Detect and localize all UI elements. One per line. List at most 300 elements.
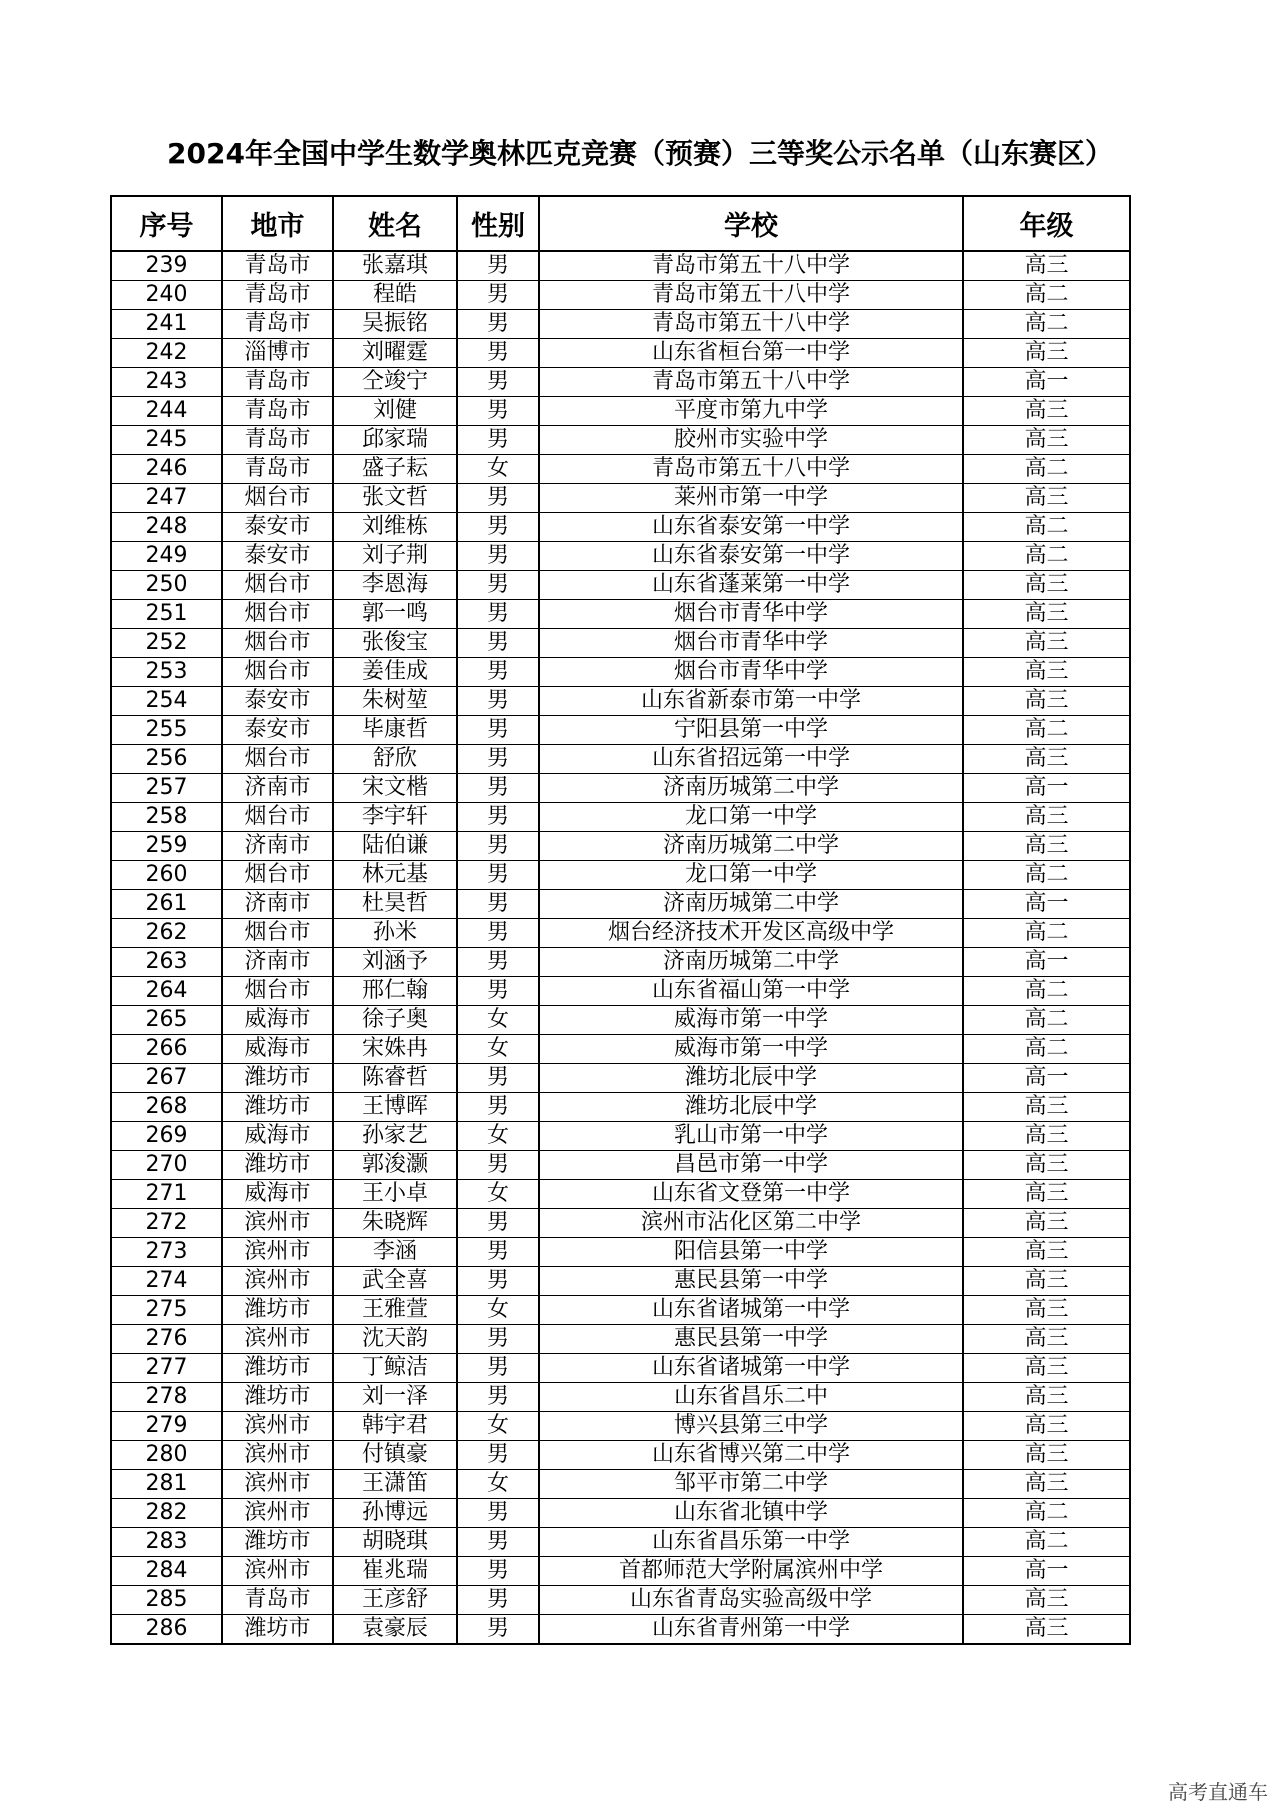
- cell-city: 烟台市: [222, 861, 333, 890]
- cell-gender: 男: [457, 1064, 539, 1093]
- cell-name: 刘健: [333, 397, 457, 426]
- cell-city: 滨州市: [222, 1325, 333, 1354]
- cell-city: 青岛市: [222, 368, 333, 397]
- cell-city: 淄博市: [222, 339, 333, 368]
- cell-serial-number: 259: [111, 832, 222, 861]
- table-row: [111, 629, 1130, 658]
- cell-serial-number: 276: [111, 1325, 222, 1354]
- cell-school: 首都师范大学附属滨州中学: [539, 1557, 963, 1586]
- cell-name: 张俊宝: [333, 629, 457, 658]
- cell-grade: 高二: [963, 455, 1130, 484]
- cell-school: 龙口第一中学: [539, 861, 963, 890]
- cell-school: 山东省桓台第一中学: [539, 339, 963, 368]
- cell-name: 朱晓辉: [333, 1209, 457, 1238]
- cell-city: 青岛市: [222, 251, 333, 281]
- table-header-row: [111, 196, 1130, 251]
- cell-gender: 男: [457, 1267, 539, 1296]
- cell-school: 山东省福山第一中学: [539, 977, 963, 1006]
- cell-city: 青岛市: [222, 397, 333, 426]
- cell-grade: 高三: [963, 687, 1130, 716]
- table-row: [111, 281, 1130, 310]
- cell-serial-number: 244: [111, 397, 222, 426]
- cell-grade: 高二: [963, 542, 1130, 571]
- cell-grade: 高三: [963, 1383, 1130, 1412]
- column-header-name: 姓名: [333, 196, 457, 251]
- table-row: [111, 1586, 1130, 1615]
- cell-grade: 高三: [963, 484, 1130, 513]
- cell-gender: 女: [457, 1122, 539, 1151]
- cell-city: 威海市: [222, 1006, 333, 1035]
- cell-name: 刘曜霆: [333, 339, 457, 368]
- cell-serial-number: 280: [111, 1441, 222, 1470]
- cell-gender: 男: [457, 513, 539, 542]
- cell-gender: 男: [457, 1383, 539, 1412]
- cell-name: 宋姝冉: [333, 1035, 457, 1064]
- cell-gender: 男: [457, 1209, 539, 1238]
- cell-school: 青岛市第五十八中学: [539, 310, 963, 339]
- table-row: [111, 1325, 1130, 1354]
- cell-city: 济南市: [222, 774, 333, 803]
- cell-city: 滨州市: [222, 1412, 333, 1441]
- cell-serial-number: 264: [111, 977, 222, 1006]
- cell-name: 刘一泽: [333, 1383, 457, 1412]
- cell-city: 滨州市: [222, 1267, 333, 1296]
- table-row: [111, 919, 1130, 948]
- column-header-gender: 性别: [457, 196, 539, 251]
- cell-school: 威海市第一中学: [539, 1006, 963, 1035]
- cell-school: 山东省新泰市第一中学: [539, 687, 963, 716]
- cell-gender: 男: [457, 571, 539, 600]
- cell-gender: 男: [457, 339, 539, 368]
- cell-city: 青岛市: [222, 455, 333, 484]
- cell-city: 滨州市: [222, 1209, 333, 1238]
- cell-serial-number: 254: [111, 687, 222, 716]
- table-row: [111, 832, 1130, 861]
- cell-serial-number: 247: [111, 484, 222, 513]
- cell-name: 袁豪辰: [333, 1615, 457, 1645]
- table-row: [111, 1615, 1130, 1645]
- cell-name: 邱家瑞: [333, 426, 457, 455]
- cell-name: 宋文楷: [333, 774, 457, 803]
- cell-gender: 男: [457, 890, 539, 919]
- cell-name: 刘涵予: [333, 948, 457, 977]
- table-row: [111, 1383, 1130, 1412]
- cell-serial-number: 273: [111, 1238, 222, 1267]
- cell-school: 青岛市第五十八中学: [539, 281, 963, 310]
- cell-name: 张文哲: [333, 484, 457, 513]
- cell-gender: 男: [457, 600, 539, 629]
- cell-name: 张嘉琪: [333, 251, 457, 281]
- cell-name: 邢仁翰: [333, 977, 457, 1006]
- cell-city: 泰安市: [222, 687, 333, 716]
- cell-name: 徐子奥: [333, 1006, 457, 1035]
- cell-school: 烟台市青华中学: [539, 629, 963, 658]
- cell-school: 济南历城第二中学: [539, 832, 963, 861]
- cell-grade: 高三: [963, 1267, 1130, 1296]
- cell-gender: 男: [457, 310, 539, 339]
- cell-school: 滨州市沾化区第二中学: [539, 1209, 963, 1238]
- cell-school: 青岛市第五十八中学: [539, 368, 963, 397]
- cell-school: 邹平市第二中学: [539, 1470, 963, 1499]
- cell-city: 滨州市: [222, 1499, 333, 1528]
- cell-city: 泰安市: [222, 542, 333, 571]
- cell-grade: 高一: [963, 948, 1130, 977]
- cell-grade: 高三: [963, 1180, 1130, 1209]
- cell-grade: 高二: [963, 861, 1130, 890]
- cell-gender: 男: [457, 1586, 539, 1615]
- cell-city: 潍坊市: [222, 1615, 333, 1645]
- cell-school: 阳信县第一中学: [539, 1238, 963, 1267]
- table-row: [111, 890, 1130, 919]
- cell-school: 青岛市第五十八中学: [539, 251, 963, 281]
- cell-city: 烟台市: [222, 803, 333, 832]
- cell-school: 宁阳县第一中学: [539, 716, 963, 745]
- cell-grade: 高二: [963, 1528, 1130, 1557]
- cell-serial-number: 271: [111, 1180, 222, 1209]
- cell-grade: 高三: [963, 832, 1130, 861]
- cell-gender: 男: [457, 1238, 539, 1267]
- cell-school: 博兴县第三中学: [539, 1412, 963, 1441]
- cell-name: 舒欣: [333, 745, 457, 774]
- cell-gender: 男: [457, 1441, 539, 1470]
- cell-city: 滨州市: [222, 1238, 333, 1267]
- cell-name: 沈天韵: [333, 1325, 457, 1354]
- cell-serial-number: 249: [111, 542, 222, 571]
- cell-serial-number: 251: [111, 600, 222, 629]
- cell-grade: 高三: [963, 1296, 1130, 1325]
- cell-grade: 高二: [963, 281, 1130, 310]
- cell-city: 潍坊市: [222, 1093, 333, 1122]
- cell-serial-number: 266: [111, 1035, 222, 1064]
- cell-grade: 高三: [963, 1615, 1130, 1645]
- cell-name: 孙米: [333, 919, 457, 948]
- cell-name: 崔兆瑞: [333, 1557, 457, 1586]
- cell-grade: 高一: [963, 368, 1130, 397]
- cell-grade: 高三: [963, 426, 1130, 455]
- cell-school: 山东省博兴第二中学: [539, 1441, 963, 1470]
- cell-grade: 高三: [963, 1470, 1130, 1499]
- cell-city: 青岛市: [222, 281, 333, 310]
- column-header-grade: 年级: [963, 196, 1130, 251]
- cell-serial-number: 275: [111, 1296, 222, 1325]
- cell-serial-number: 281: [111, 1470, 222, 1499]
- cell-grade: 高二: [963, 1035, 1130, 1064]
- cell-grade: 高三: [963, 658, 1130, 687]
- table-row: [111, 397, 1130, 426]
- cell-city: 潍坊市: [222, 1296, 333, 1325]
- table-row: [111, 1296, 1130, 1325]
- cell-serial-number: 284: [111, 1557, 222, 1586]
- table-row: [111, 1499, 1130, 1528]
- table-row: [111, 687, 1130, 716]
- cell-city: 潍坊市: [222, 1528, 333, 1557]
- cell-school: 龙口第一中学: [539, 803, 963, 832]
- cell-gender: 男: [457, 803, 539, 832]
- cell-serial-number: 262: [111, 919, 222, 948]
- cell-school: 山东省泰安第一中学: [539, 542, 963, 571]
- cell-grade: 高三: [963, 629, 1130, 658]
- cell-school: 乳山市第一中学: [539, 1122, 963, 1151]
- table-row: [111, 339, 1130, 368]
- table-row: [111, 1528, 1130, 1557]
- table-row: [111, 1209, 1130, 1238]
- table-row: [111, 1064, 1130, 1093]
- cell-gender: 男: [457, 1325, 539, 1354]
- cell-grade: 高三: [963, 1354, 1130, 1383]
- cell-gender: 女: [457, 1470, 539, 1499]
- table-row: [111, 745, 1130, 774]
- cell-gender: 男: [457, 1528, 539, 1557]
- table-row: [111, 251, 1130, 281]
- cell-serial-number: 240: [111, 281, 222, 310]
- cell-serial-number: 255: [111, 716, 222, 745]
- cell-serial-number: 253: [111, 658, 222, 687]
- cell-grade: 高一: [963, 890, 1130, 919]
- cell-city: 威海市: [222, 1122, 333, 1151]
- cell-gender: 男: [457, 948, 539, 977]
- cell-school: 山东省诸城第一中学: [539, 1354, 963, 1383]
- cell-city: 烟台市: [222, 658, 333, 687]
- cell-gender: 男: [457, 861, 539, 890]
- table-row: [111, 455, 1130, 484]
- cell-serial-number: 252: [111, 629, 222, 658]
- cell-school: 济南历城第二中学: [539, 774, 963, 803]
- cell-city: 滨州市: [222, 1441, 333, 1470]
- cell-city: 威海市: [222, 1035, 333, 1064]
- table-row: [111, 1180, 1130, 1209]
- cell-grade: 高二: [963, 919, 1130, 948]
- cell-serial-number: 283: [111, 1528, 222, 1557]
- cell-gender: 男: [457, 1615, 539, 1645]
- cell-school: 济南历城第二中学: [539, 890, 963, 919]
- cell-serial-number: 245: [111, 426, 222, 455]
- cell-grade: 高三: [963, 600, 1130, 629]
- table-row: [111, 977, 1130, 1006]
- cell-school: 威海市第一中学: [539, 1035, 963, 1064]
- cell-city: 威海市: [222, 1180, 333, 1209]
- cell-name: 刘子荆: [333, 542, 457, 571]
- cell-school: 莱州市第一中学: [539, 484, 963, 513]
- cell-grade: 高二: [963, 513, 1130, 542]
- cell-city: 烟台市: [222, 745, 333, 774]
- cell-city: 青岛市: [222, 310, 333, 339]
- cell-gender: 男: [457, 542, 539, 571]
- cell-grade: 高三: [963, 1238, 1130, 1267]
- cell-gender: 女: [457, 455, 539, 484]
- cell-serial-number: 248: [111, 513, 222, 542]
- cell-gender: 男: [457, 1354, 539, 1383]
- cell-name: 李恩海: [333, 571, 457, 600]
- cell-gender: 男: [457, 977, 539, 1006]
- column-header-school: 学校: [539, 196, 963, 251]
- cell-school: 山东省昌乐第一中学: [539, 1528, 963, 1557]
- table-row: [111, 861, 1130, 890]
- cell-city: 烟台市: [222, 977, 333, 1006]
- table-row: [111, 1557, 1130, 1586]
- cell-name: 朱树堃: [333, 687, 457, 716]
- cell-name: 吴振铭: [333, 310, 457, 339]
- cell-grade: 高三: [963, 1586, 1130, 1615]
- cell-serial-number: 260: [111, 861, 222, 890]
- cell-serial-number: 268: [111, 1093, 222, 1122]
- cell-city: 烟台市: [222, 919, 333, 948]
- cell-gender: 男: [457, 1499, 539, 1528]
- table-row: [111, 484, 1130, 513]
- cell-gender: 男: [457, 368, 539, 397]
- cell-gender: 男: [457, 716, 539, 745]
- cell-gender: 女: [457, 1006, 539, 1035]
- table-row: [111, 571, 1130, 600]
- table-row: [111, 658, 1130, 687]
- cell-name: 毕康哲: [333, 716, 457, 745]
- cell-grade: 高三: [963, 803, 1130, 832]
- cell-gender: 男: [457, 745, 539, 774]
- cell-gender: 男: [457, 426, 539, 455]
- cell-name: 林元基: [333, 861, 457, 890]
- cell-name: 陆伯谦: [333, 832, 457, 861]
- cell-serial-number: 250: [111, 571, 222, 600]
- cell-name: 郭浚灏: [333, 1151, 457, 1180]
- cell-serial-number: 246: [111, 455, 222, 484]
- table-row: [111, 948, 1130, 977]
- cell-city: 泰安市: [222, 716, 333, 745]
- cell-school: 昌邑市第一中学: [539, 1151, 963, 1180]
- cell-school: 烟台经济技术开发区高级中学: [539, 919, 963, 948]
- document-title: 2024年全国中学生数学奥林匹克竞赛（预赛）三等奖公示名单（山东赛区）: [167, 137, 1113, 170]
- cell-name: 程皓: [333, 281, 457, 310]
- table-row: [111, 803, 1130, 832]
- cell-serial-number: 242: [111, 339, 222, 368]
- cell-grade: 高三: [963, 1093, 1130, 1122]
- cell-name: 仝竣宁: [333, 368, 457, 397]
- cell-grade: 高三: [963, 1441, 1130, 1470]
- cell-serial-number: 272: [111, 1209, 222, 1238]
- cell-name: 王小卓: [333, 1180, 457, 1209]
- cell-name: 武全喜: [333, 1267, 457, 1296]
- cell-gender: 男: [457, 919, 539, 948]
- cell-city: 济南市: [222, 890, 333, 919]
- cell-name: 姜佳成: [333, 658, 457, 687]
- cell-school: 胶州市实验中学: [539, 426, 963, 455]
- cell-gender: 男: [457, 484, 539, 513]
- cell-grade: 高二: [963, 310, 1130, 339]
- cell-serial-number: 241: [111, 310, 222, 339]
- cell-gender: 男: [457, 774, 539, 803]
- cell-serial-number: 285: [111, 1586, 222, 1615]
- cell-name: 陈睿哲: [333, 1064, 457, 1093]
- cell-school: 山东省招远第一中学: [539, 745, 963, 774]
- cell-school: 惠民县第一中学: [539, 1325, 963, 1354]
- cell-name: 李宇轩: [333, 803, 457, 832]
- cell-school: 山东省泰安第一中学: [539, 513, 963, 542]
- cell-city: 烟台市: [222, 484, 333, 513]
- table-row: [111, 1354, 1130, 1383]
- cell-serial-number: 269: [111, 1122, 222, 1151]
- cell-grade: 高二: [963, 977, 1130, 1006]
- cell-grade: 高三: [963, 1209, 1130, 1238]
- cell-city: 滨州市: [222, 1470, 333, 1499]
- cell-grade: 高三: [963, 745, 1130, 774]
- cell-name: 胡晓琪: [333, 1528, 457, 1557]
- cell-serial-number: 274: [111, 1267, 222, 1296]
- table-row: [111, 716, 1130, 745]
- cell-school: 烟台市青华中学: [539, 600, 963, 629]
- cell-serial-number: 286: [111, 1615, 222, 1645]
- cell-grade: 高二: [963, 1499, 1130, 1528]
- column-header-city: 地市: [222, 196, 333, 251]
- cell-serial-number: 257: [111, 774, 222, 803]
- cell-city: 济南市: [222, 832, 333, 861]
- table-row: [111, 1035, 1130, 1064]
- table-row: [111, 513, 1130, 542]
- cell-school: 山东省青州第一中学: [539, 1615, 963, 1645]
- award-roster-table: [110, 195, 1131, 1645]
- cell-city: 青岛市: [222, 1586, 333, 1615]
- table-row: [111, 1412, 1130, 1441]
- table-row: [111, 774, 1130, 803]
- cell-serial-number: 270: [111, 1151, 222, 1180]
- cell-school: 惠民县第一中学: [539, 1267, 963, 1296]
- cell-city: 烟台市: [222, 571, 333, 600]
- table-row: [111, 542, 1130, 571]
- cell-school: 山东省青岛实验高级中学: [539, 1586, 963, 1615]
- cell-grade: 高三: [963, 1122, 1130, 1151]
- cell-gender: 男: [457, 1557, 539, 1586]
- cell-grade: 高二: [963, 716, 1130, 745]
- cell-name: 王博晖: [333, 1093, 457, 1122]
- cell-serial-number: 277: [111, 1354, 222, 1383]
- table-row: [111, 1093, 1130, 1122]
- cell-name: 孙博远: [333, 1499, 457, 1528]
- cell-city: 济南市: [222, 948, 333, 977]
- cell-name: 李涵: [333, 1238, 457, 1267]
- cell-name: 韩宇君: [333, 1412, 457, 1441]
- cell-school: 潍坊北辰中学: [539, 1064, 963, 1093]
- cell-name: 王彦舒: [333, 1586, 457, 1615]
- cell-grade: 高一: [963, 1557, 1130, 1586]
- table-row: [111, 1151, 1130, 1180]
- cell-serial-number: 261: [111, 890, 222, 919]
- cell-grade: 高三: [963, 339, 1130, 368]
- cell-serial-number: 263: [111, 948, 222, 977]
- cell-gender: 男: [457, 629, 539, 658]
- cell-city: 潍坊市: [222, 1064, 333, 1093]
- cell-serial-number: 282: [111, 1499, 222, 1528]
- cell-gender: 男: [457, 832, 539, 861]
- table-row: [111, 1267, 1130, 1296]
- cell-grade: 高一: [963, 774, 1130, 803]
- cell-school: 山东省北镇中学: [539, 1499, 963, 1528]
- cell-gender: 男: [457, 658, 539, 687]
- cell-name: 刘维栋: [333, 513, 457, 542]
- cell-gender: 男: [457, 281, 539, 310]
- cell-serial-number: 279: [111, 1412, 222, 1441]
- table-row: [111, 600, 1130, 629]
- cell-serial-number: 256: [111, 745, 222, 774]
- cell-gender: 女: [457, 1180, 539, 1209]
- cell-name: 郭一鸣: [333, 600, 457, 629]
- cell-name: 王雅萱: [333, 1296, 457, 1325]
- watermark: 高考直通车: [1168, 1780, 1268, 1804]
- cell-gender: 男: [457, 1151, 539, 1180]
- cell-school: 山东省文登第一中学: [539, 1180, 963, 1209]
- cell-serial-number: 239: [111, 251, 222, 281]
- cell-gender: 女: [457, 1296, 539, 1325]
- cell-city: 潍坊市: [222, 1151, 333, 1180]
- table-row: [111, 1238, 1130, 1267]
- cell-city: 潍坊市: [222, 1354, 333, 1383]
- cell-city: 潍坊市: [222, 1383, 333, 1412]
